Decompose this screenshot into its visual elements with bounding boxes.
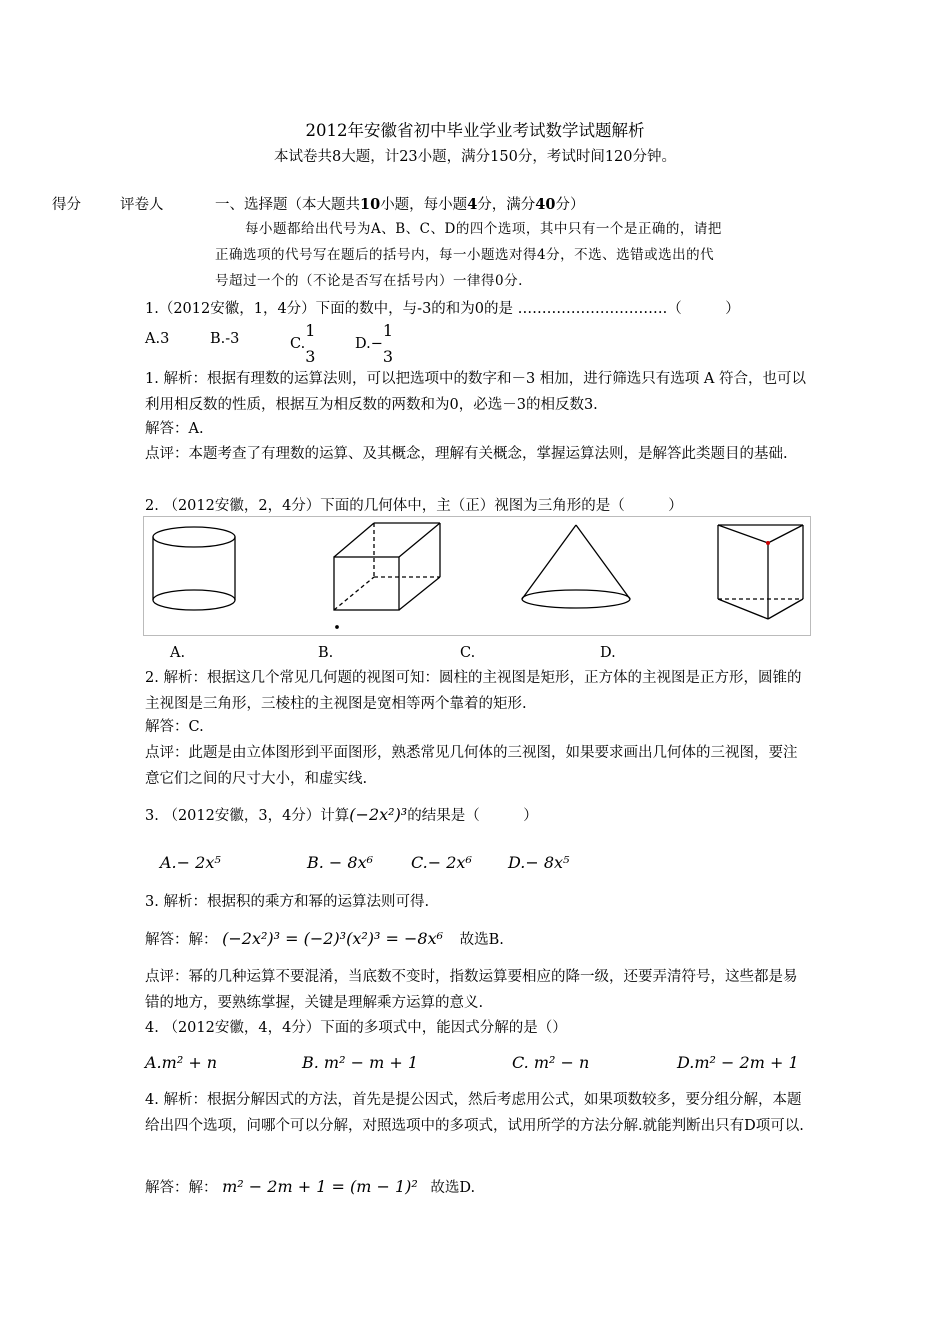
fraction-denominator: 3: [382, 347, 394, 366]
instructions-line: 每小题都给出代号为A、B、C、D的四个选项，其中只有一个是正确的，请把: [245, 221, 722, 237]
q4-option-c: C. m² − n: [512, 1053, 590, 1072]
q3-answer: [145, 928, 504, 949]
instructions: [215, 216, 810, 294]
section-title-text: 一、选择题（本大题共: [215, 197, 360, 213]
q1-answer: 解答：A.: [145, 421, 204, 437]
q2-answer: 解答：C.: [145, 719, 204, 735]
q3-analysis: 3. 解析：根据积的乘方和幂的运算法则可得.: [145, 894, 430, 910]
section-title: [215, 193, 584, 214]
q2-label-c: C.: [460, 645, 476, 661]
q3-option-c: C.− 2x⁶: [411, 853, 472, 872]
cylinder-icon: [153, 527, 235, 610]
cuboid-icon: [334, 523, 440, 628]
q1-stem: 1.（2012安徽，1，4分）下面的数中，与-3的和为0的是 ………………………….（ ）: [145, 301, 740, 317]
q2-label-d: D.: [600, 645, 616, 661]
section-count: 10: [360, 196, 381, 213]
q1-option-b: B.-3: [210, 331, 240, 347]
fraction: [383, 318, 393, 370]
q2-figure-box: [143, 516, 811, 636]
q4-analysis: 4. 解析：根据分解因式的方法，首先是提公因式，然后考虑用公式，如果项数较多，要分组分解，本题给出四个选项，问哪个可以分解，对照选项中的多项式，试用所学的方法分解.就能判断出只有D项可以.: [145, 1092, 804, 1134]
fraction-denominator: 3: [305, 347, 316, 366]
fraction-numerator: 1: [382, 321, 394, 340]
triangular-prism-icon: [718, 525, 803, 619]
q2-stem: 2. （2012安徽，2，4分）下面的几何体中，主（正）视图为三角形的是（ ）: [145, 498, 683, 514]
q4-answer-text: 解答：解：: [145, 1180, 218, 1196]
q1-comment: 点评：本题考查了有理数的运算、及其概念，理解有关概念，掌握运算法则，是解答此类题目的基础.: [145, 446, 788, 462]
q2-comment: 点评：此题是由立体图形到平面图形，熟悉常见几何体的三视图，如果要求画出几何体的三视图，要注意它们之间的尺寸大小，和虚实线.: [145, 745, 798, 787]
q3-answer-text: 解答：解：: [145, 932, 218, 948]
score-label: 得分: [52, 197, 81, 213]
q3-option-d: D.− 8x⁵: [508, 853, 570, 872]
section-title-text: 分）: [555, 197, 585, 213]
q3-answer-expression: (−2x²)³ = (−2)³(x²)³ = −8x⁶: [222, 929, 444, 948]
q1-analysis: 1. 解析：根据有理数的运算法则，可以把选项中的数字和－3 相加，进行筛选只有选项 A 符合，也可以利用相反数的性质，根据互为相反数的两数和为0，必选－3的相反数3.: [145, 371, 806, 413]
q3-stem: [145, 804, 538, 825]
q4-answer: [145, 1176, 475, 1197]
option-prefix: D.−: [355, 336, 383, 352]
q2-analysis: 2. 解析：根据这几个常见几何题的视图可知：圆柱的主视图是矩形，正方体的主视图是正方形，圆锥的主视图是三角形，三棱柱的主视图是宽相等两个靠着的矩形.: [145, 670, 802, 712]
option-prefix: C.: [290, 336, 306, 352]
instructions-line: 正确选项的代号写在题后的括号内，每一小题选对得4分，不选、选错或选出的代: [215, 247, 715, 263]
q4-stem: 4. （2012安徽，4，4分）下面的多项式中，能因式分解的是（）: [145, 1020, 567, 1036]
fraction: [305, 318, 315, 370]
q1-option-d: [355, 318, 393, 370]
section-points-total: 40: [535, 196, 556, 213]
q3-stem-text: 3. （2012安徽，3，4分）计算: [145, 808, 350, 824]
page-subtitle: 本试卷共8大题，计23小题，满分150分，考试时间120分钟。: [273, 149, 677, 165]
q4-answer-expression: m² − 2m + 1 = (m − 1)²: [222, 1177, 418, 1196]
cone-icon: [522, 525, 630, 608]
page-title: 2012年安徽省初中毕业学业考试数学试题解析: [305, 121, 645, 140]
q2-label-a: A.: [170, 645, 186, 661]
q4-answer-text: 故选D.: [430, 1180, 476, 1196]
q3-comment: 点评：幂的几种运算不要混淆，当底数不变时，指数运算要相应的降一级，还要弄清符号，这些都是易错的地方，要熟练掌握，关键是理解乘方运算的意义.: [145, 969, 798, 1011]
section-title-text: 分，满分: [477, 197, 536, 213]
q3-stem-text: 的结果是（ ）: [407, 808, 538, 824]
q2-figures: [144, 517, 810, 635]
q3-option-b: B. − 8x⁶: [307, 853, 374, 872]
grader-label: 评卷人: [120, 197, 164, 213]
q3-option-a: A.− 2x⁵: [160, 853, 221, 872]
q4-option-b: B. m² − m + 1: [302, 1053, 419, 1072]
fraction-numerator: 1: [305, 321, 316, 340]
section-title-text: 小题，每小题: [380, 197, 468, 213]
q3-answer-text: 故选B.: [459, 932, 504, 948]
q3-expression: (−2x²)³: [349, 805, 408, 824]
q1-option-a: A.3: [145, 331, 170, 347]
section-points-each: 4: [467, 196, 478, 213]
q4-option-a: A.m² + n: [145, 1053, 218, 1072]
instructions-line: 号超过一个的（不论是否写在括号内）一律得0分.: [215, 273, 523, 289]
q1-option-c: [290, 318, 315, 370]
q2-label-b: B.: [318, 645, 334, 661]
q4-option-d: D.m² − 2m + 1: [677, 1053, 799, 1072]
